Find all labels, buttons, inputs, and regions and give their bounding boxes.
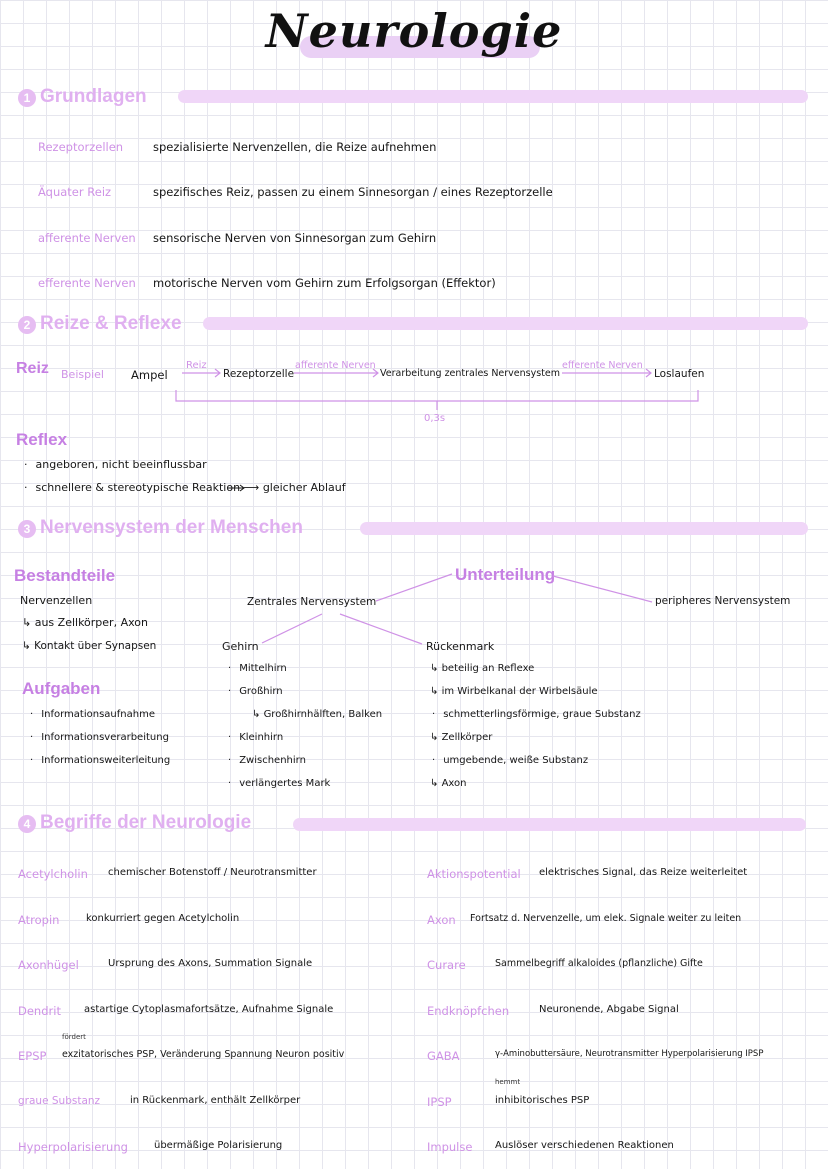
- rueckenmark-item: ↳ im Wirbelkanal der Wirbelsäule: [430, 686, 598, 697]
- definition: sensorische Nerven von Sinnesorgan zum Gehirn: [153, 231, 437, 245]
- hook-arrow-icon: ↳: [430, 778, 442, 789]
- chain-item: Rezeptorzelle: [223, 368, 295, 380]
- reiz-label: Reiz: [16, 360, 49, 377]
- definition: chemischer Botenstoff / Neurotransmitter: [108, 867, 317, 878]
- section-number: 3: [18, 520, 36, 538]
- definition: inhibitorisches PSP: [495, 1095, 590, 1106]
- term: EPSP: [18, 1049, 47, 1063]
- gehirn-item: · Großhirn: [228, 686, 283, 697]
- nervenzellen-item: ↳ aus Zellkörper, Axon: [22, 616, 148, 629]
- gehirn-item: · Zwischenhirn: [228, 755, 306, 766]
- note-hemmt: hemmt: [495, 1078, 521, 1086]
- definition: motorische Nerven vom Gehirn zum Erfolgsorgan (Effektor): [153, 276, 496, 290]
- rueckenmark-item: ↳ Zellkörper: [430, 732, 493, 743]
- section-title: Grundlagen: [40, 86, 147, 107]
- chain-arrow-label: efferente Nerven: [562, 360, 643, 371]
- definition: exzitatorisches PSP, Veränderung Spannung Neuron positiv: [62, 1049, 345, 1060]
- rueckenmark-item: · umgebende, weiße Substanz: [432, 755, 588, 766]
- aufgaben-title: Aufgaben: [22, 679, 101, 698]
- branch-line-gehirn: [262, 614, 322, 643]
- zns-label: Zentrales Nervensystem: [247, 596, 377, 608]
- definition: Auslöser verschiedenen Reaktionen: [495, 1140, 674, 1151]
- rueckenmark-item: ↳ Axon: [430, 778, 467, 789]
- definition: Fortsatz d. Nervenzelle, um elek. Signale weiter zu leiten: [470, 913, 742, 924]
- definition: spezifisches Reiz, passen zu einem Sinnesorgan / eines Rezeptorzelle: [153, 185, 553, 199]
- hook-arrow-icon: ↳: [22, 640, 35, 652]
- reaction-time: 0,3s: [424, 413, 446, 424]
- aufgaben-item: · Informationsweiterleitung: [30, 755, 170, 766]
- rueckenmark-label: Rückenmark: [426, 640, 495, 653]
- term: GABA: [427, 1049, 460, 1063]
- section-title: Begriffe der Neurologie: [40, 812, 252, 833]
- term: Impulse: [427, 1140, 473, 1154]
- term: efferente Nerven: [38, 276, 136, 290]
- section-number: 4: [18, 815, 36, 833]
- term: Aktionspotential: [427, 867, 521, 881]
- aufgaben-item: · Informationsaufnahme: [30, 709, 155, 720]
- chain-item: Ampel: [131, 368, 168, 382]
- term: Hyperpolarisierung: [18, 1140, 128, 1154]
- time-bracket: [176, 390, 698, 401]
- aufgaben-item: · Informationsverarbeitung: [30, 732, 169, 743]
- term: Axon: [427, 913, 456, 927]
- reflex-title: Reflex: [16, 430, 68, 449]
- definition: Sammelbegriff alkaloides (pflanzliche) Gifte: [495, 958, 703, 969]
- definition: in Rückenmark, enthält Zellkörper: [130, 1095, 301, 1106]
- section-number: 1: [18, 89, 36, 107]
- rueckenmark-item: · schmetterlingsförmige, graue Substanz: [432, 709, 641, 720]
- branch-line-rueckenmark: [340, 614, 422, 644]
- section-number: 2: [18, 316, 36, 334]
- term: Endknöpfchen: [427, 1004, 510, 1018]
- gehirn-item: · Mittelhirn: [228, 663, 287, 674]
- reflex-item: · angeboren, nicht beeinflussbar: [24, 458, 207, 471]
- definition: Neuronende, Abgabe Signal: [539, 1004, 679, 1015]
- gehirn-item: · Kleinhirn: [228, 732, 283, 743]
- section-title: Reize & Reflexe: [40, 313, 182, 334]
- bestandteile-title: Bestandteile: [14, 566, 116, 585]
- page-title: Neurologie: [265, 4, 563, 58]
- term: Acetylcholin: [18, 867, 88, 881]
- definition: Ursprung des Axons, Summation Signale: [108, 958, 313, 969]
- term: Curare: [427, 958, 466, 972]
- unterteilung-title: Unterteilung: [455, 565, 556, 584]
- term: Äquater Reiz: [38, 185, 112, 199]
- chain-arrow-label: Reiz: [186, 360, 207, 371]
- chain-arrow-label: afferente Nerven: [295, 360, 376, 371]
- term: afferente Nerven: [38, 231, 136, 245]
- hook-arrow-icon: ↳: [430, 686, 442, 697]
- term: Axonhügel: [18, 958, 79, 972]
- hook-arrow-icon: ↳: [430, 732, 442, 743]
- gehirn-item: · verlängertes Mark: [228, 778, 330, 789]
- chain-item: Loslaufen: [654, 368, 705, 380]
- nervenzellen-item: ↳ Kontakt über Synapsen: [22, 640, 157, 652]
- nervenzellen-label: Nervenzellen: [20, 594, 93, 607]
- gehirn-subitem: ↳ Großhirnhälften, Balken: [252, 709, 383, 720]
- definition: elektrisches Signal, das Reize weiterleitet: [539, 867, 748, 878]
- term: Dendrit: [18, 1004, 61, 1018]
- hook-arrow-icon: ↳: [430, 663, 442, 674]
- chain-item: Verarbeitung zentrales Nervensystem: [380, 368, 561, 379]
- branch-line-pns: [553, 576, 652, 602]
- gehirn-label: Gehirn: [222, 640, 259, 653]
- definition: konkurriert gegen Acetylcholin: [86, 913, 240, 924]
- definition: spezialisierte Nervenzellen, die Reize aufnehmen: [153, 140, 437, 154]
- hook-arrow-icon: ↳: [22, 616, 35, 629]
- section-title: Nervensystem der Menschen: [40, 517, 303, 538]
- rueckenmark-item: ↳ beteilig an Reflexe: [430, 663, 535, 674]
- term: graue Substanz: [18, 1095, 101, 1107]
- term: Atropin: [18, 913, 60, 927]
- beispiel-label: Beispiel: [61, 368, 104, 381]
- definition: übermäßige Polarisierung: [154, 1140, 283, 1151]
- pns-label: peripheres Nervensystem: [655, 595, 791, 607]
- term: IPSP: [427, 1095, 452, 1109]
- note-foerdert: fördert: [62, 1033, 86, 1041]
- hook-arrow-icon: ↳: [252, 709, 264, 720]
- definition: astartige Cytoplasmafortsätze, Aufnahme Signale: [84, 1004, 334, 1015]
- branch-line-zns: [376, 574, 452, 601]
- definition: γ-Aminobuttersäure, Neurotransmitter Hyperpolarisierung IPSP: [495, 1049, 764, 1059]
- reflex-item: · schnellere & stereotypische Reaktion ⟶ gleicher Ablauf: [24, 481, 346, 494]
- term: Rezeptorzellen: [38, 140, 124, 154]
